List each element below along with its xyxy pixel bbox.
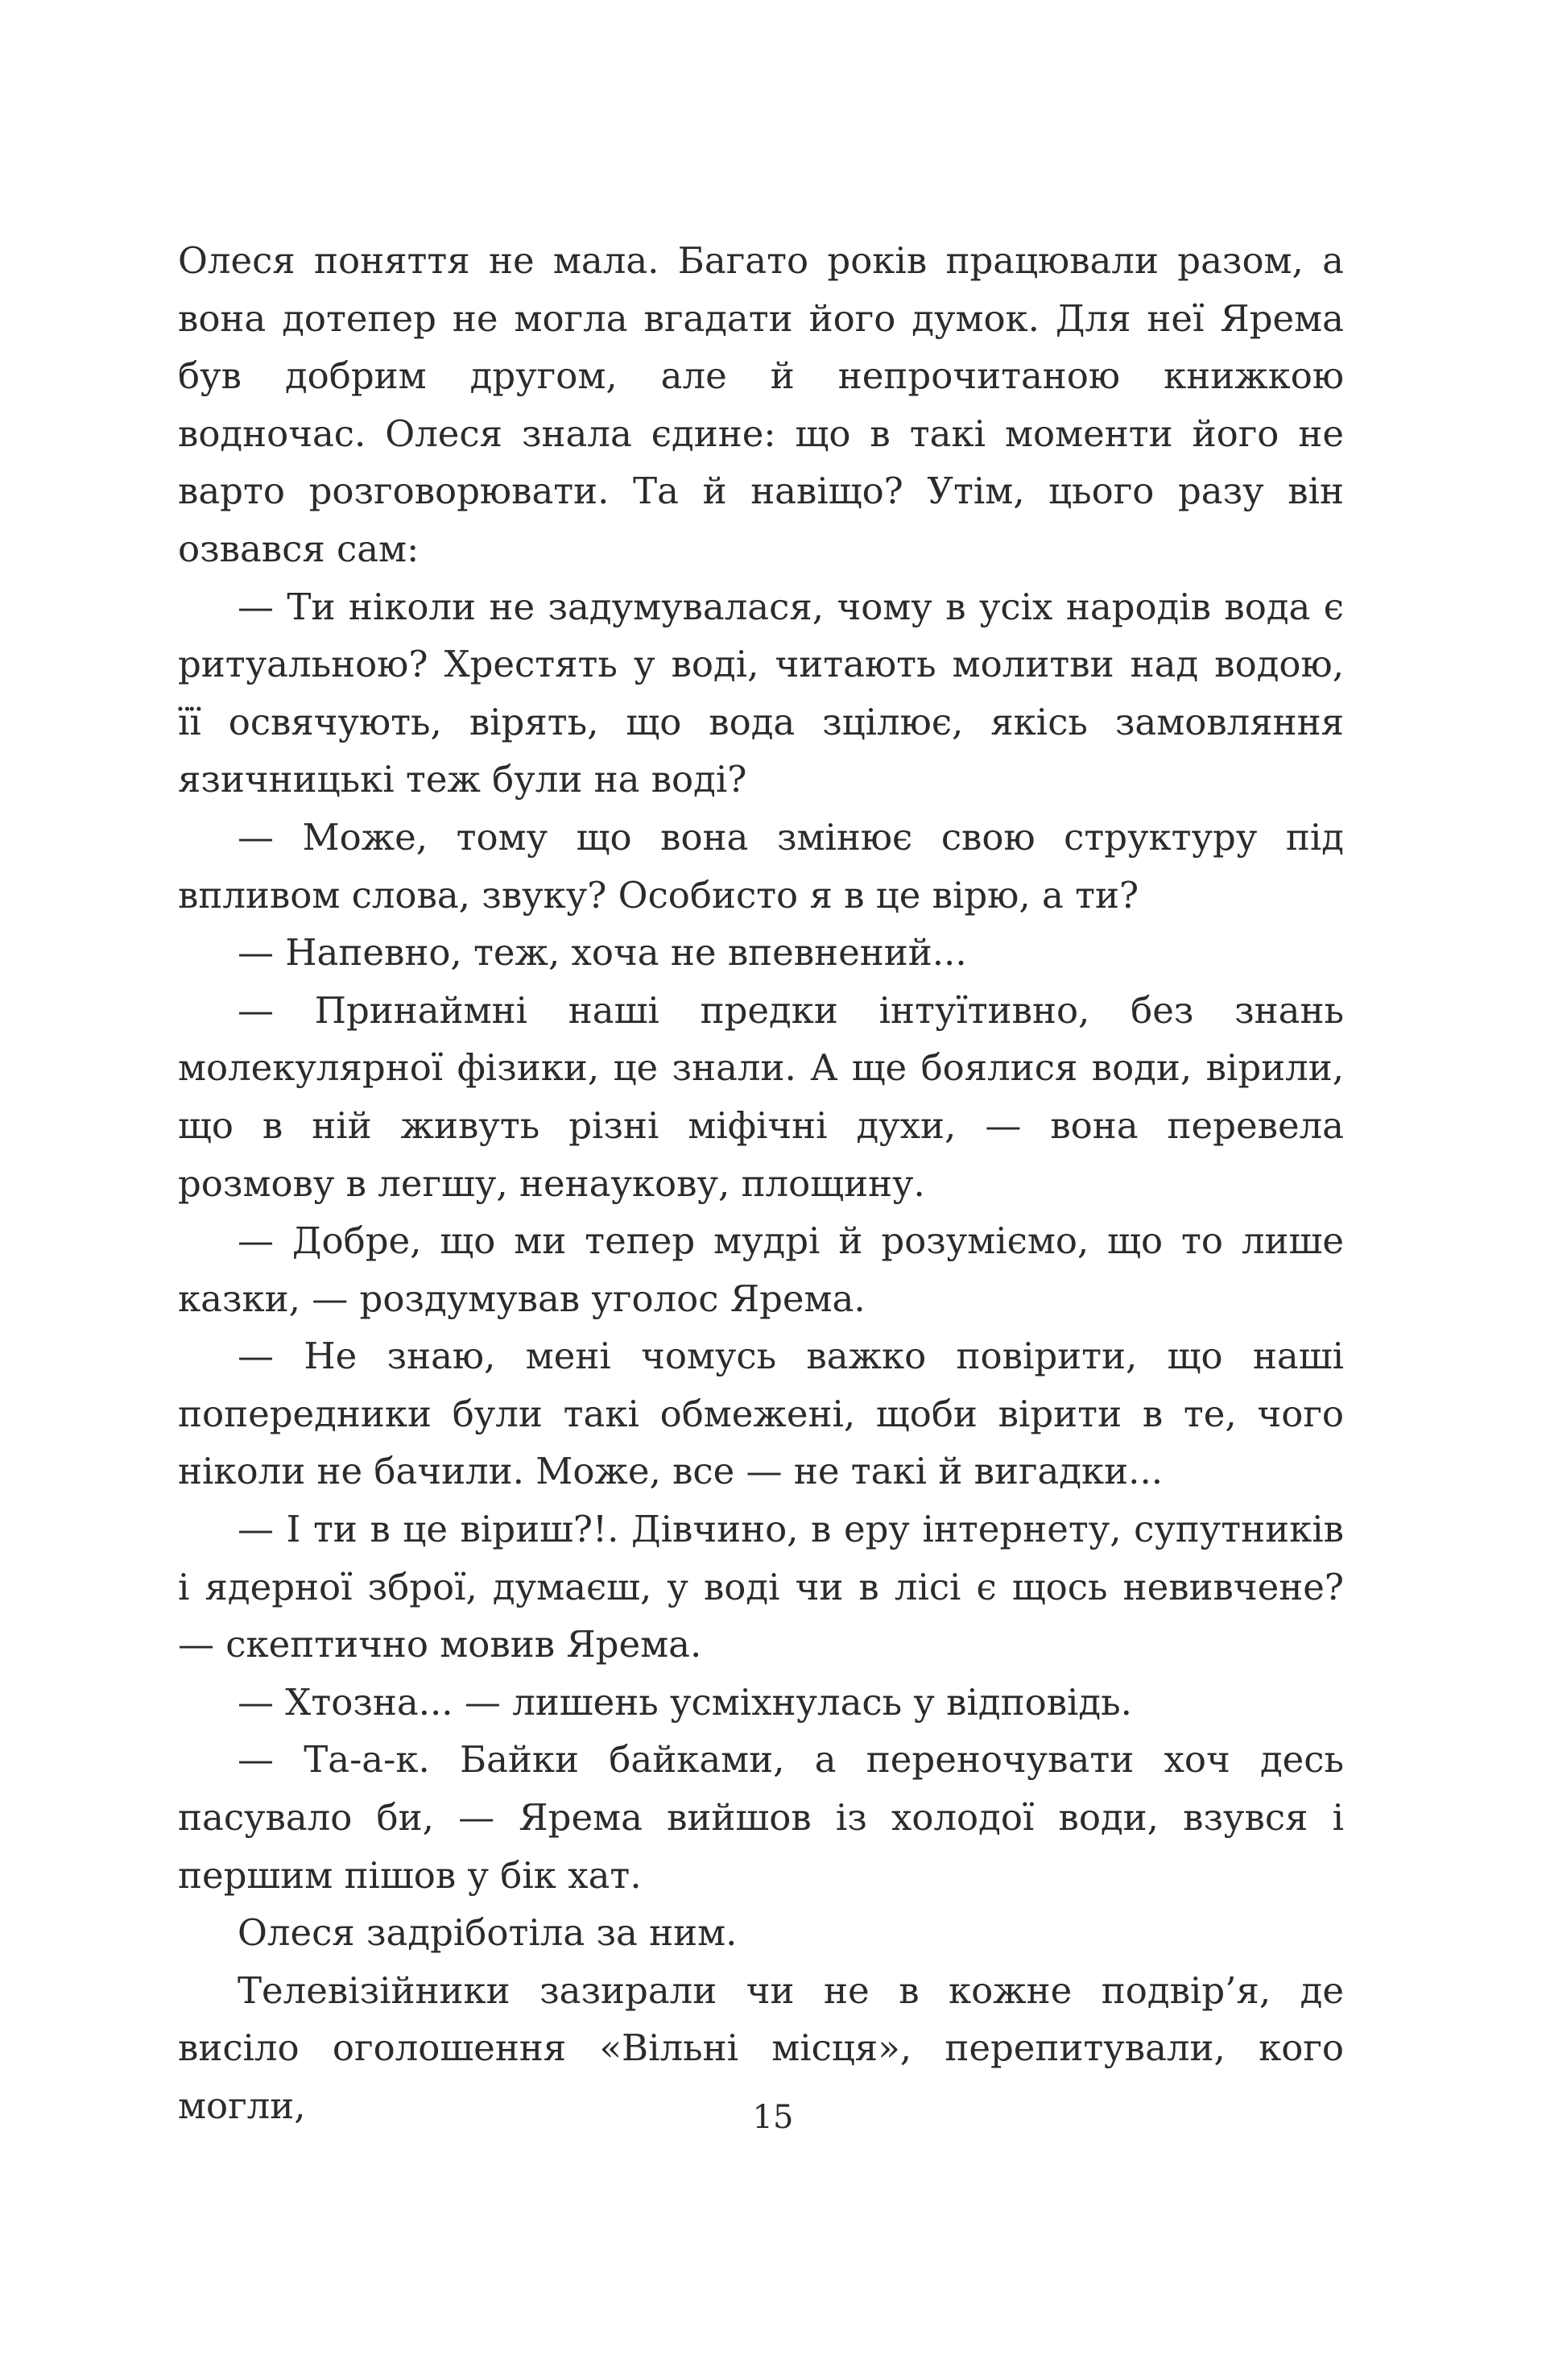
paragraph: — Хтозна... — лишень усміхнулась у відповідь. — [238, 1680, 1132, 1724]
paragraph: — Та-а-к. Байки байками, а переночувати хоч десь пасувало би, — Ярема вийшов із холодої води, взувся і першим пішов у бік хат. — [178, 1738, 1344, 1897]
page-number: 15 — [752, 2099, 794, 2136]
paragraph: — Може, тому що вона змінює свою структуру під впливом слова, звуку? Особисто я в це вірю, а ти? — [178, 815, 1344, 917]
paragraph: — Принаймні наші предки інтуїтивно, без знань молекулярної фізики, це знали. А ще боялися води, вірили, що в ній живуть різні міфічні духи, — вона перевела розмову в легшу, ненаукову, площину. — [178, 988, 1344, 1205]
paragraph: — Ти ніколи не задумувалася, чому в усіх народів вода є ритуальною? Хрестять у воді, читають молитви над водою, її освячують, вірять, що вода зцілює, якісь замовляння язичницькі теж були на воді? — [178, 585, 1344, 801]
paragraph: — Добре, що ми тепер мудрі й розуміємо, що то лише казки, — роздумував уголос Ярема. — [178, 1219, 1344, 1320]
paragraph: Олеся поняття не мала. Багато років працювали разом, а вона дотепер не могла вгадати його думок. Для неї Ярема був добрим другом, але й непрочитаною книжкою водночас. Олеся знала єдине: що в такі моменти його не варто розговорювати. Та й навіщо? Утім, цього разу він озвався сам: — [178, 239, 1344, 570]
paragraph: Олеся задріботіла за ним. — [238, 1911, 738, 1955]
body-text — [178, 232, 1344, 2135]
paragraph: Телевізійники зазирали чи не в кожне подвір’я, де висіло оголошення «Вільні місця», перепитували, кого могли, — [178, 1968, 1344, 2127]
paragraph: — Не знаю, мені чомусь важко повірити, що наші попередники були такі обмежені, щоби вірити в те, чого ніколи не бачили. Може, все — не такі й вигадки... — [178, 1335, 1344, 1493]
paragraph: — Напевно, теж, хоча не впевнений... — [238, 931, 967, 975]
paragraph: — І ти в це віриш?!. Дівчино, в еру інтернету, супутників і ядерної зброї, думаєш, у воді чи в лісі є щось невивчене? — скептично мовив Ярема. — [178, 1508, 1344, 1666]
